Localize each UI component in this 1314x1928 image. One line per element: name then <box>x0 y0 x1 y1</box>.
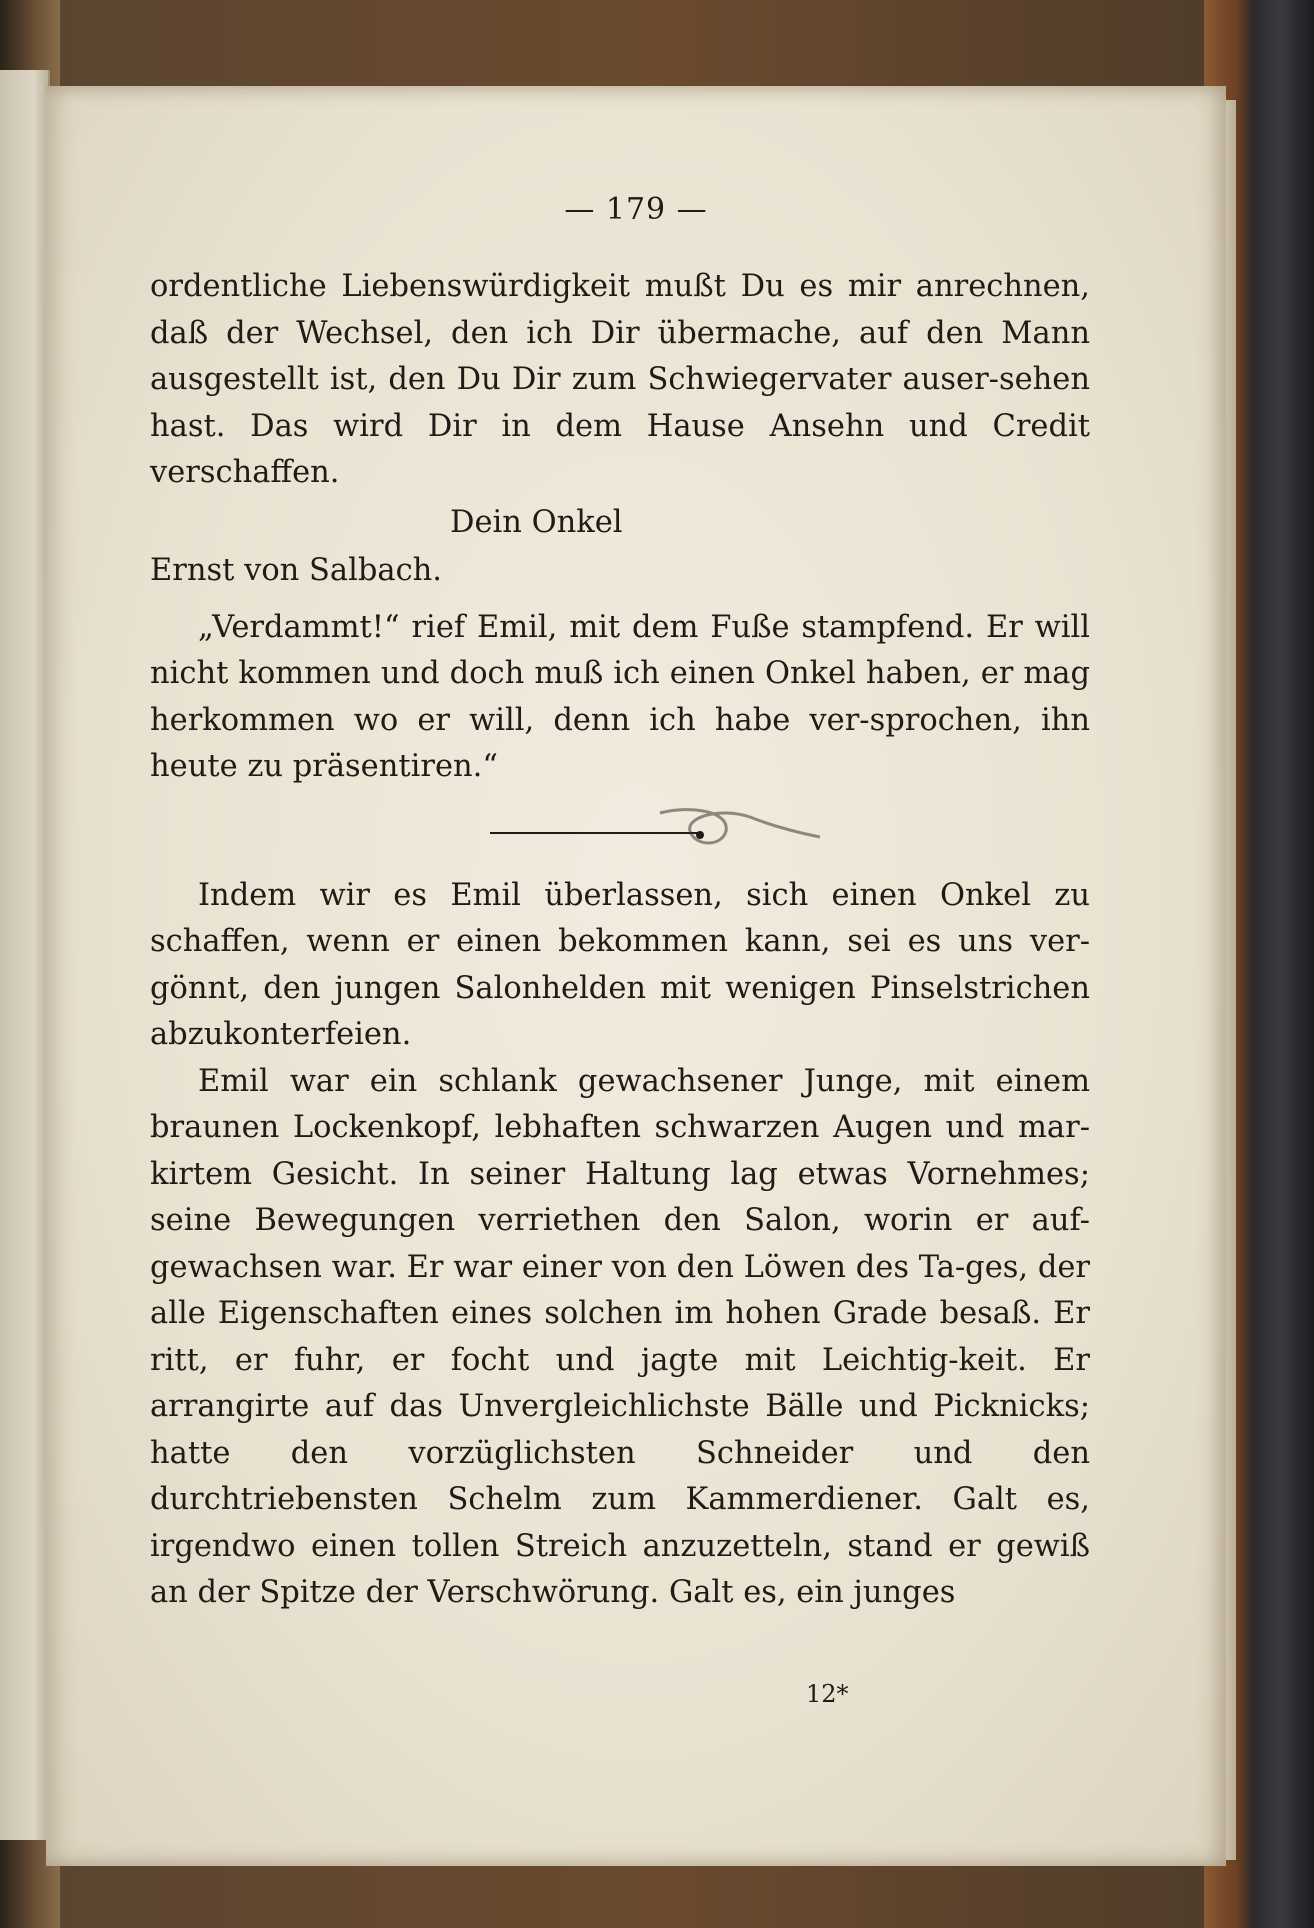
page-number: — 179 — <box>564 192 708 227</box>
previous-page-edge <box>0 70 50 1840</box>
signature-line-2: Ernst von Salbach. <box>150 552 442 588</box>
paragraph-emil-reaction: „Verdammt!“ rief Emil, mit dem Fuße stampfend. Er will nicht kommen und doch muß ich einen Onkel haben, er mag herkommen wo er will, denn ich habe ver-sprochen, ihn heute zu präsentiren.“ <box>150 609 1090 784</box>
signature-line-1: Dein Onkel <box>450 504 623 540</box>
paragraph-letter-end: ordentliche Liebenswürdigkeit mußt Du es mir anrechnen, daß der Wechsel, den ich Dir übermache, auf den Mann ausgestellt ist, den Du Dir zum Schwiegervater auser-sehen hast. Das wird Dir in dem Hause Ansehn und Credit verschaffen. <box>150 269 1090 490</box>
paragraph-emil-description: Emil war ein schlank gewachsener Junge, mit einem braunen Lockenkopf, lebhaften schwarzen Augen und mar-kirtem Gesicht. In seiner Haltung lag etwas Vornehmes; seine Bewegungen verriethen den Salon, worin er auf-gewachsen war. Er war einer von den Löwen des Ta-ges, der alle Eigenschaften eines solchen im hohen Grade besaß. Er ritt, er fuhr, er focht und jagte mit Leichtig-keit. Er arrangirte auf das Unvergleichlichste Bälle und Picknicks; hatte den vorzüglichsten Schneider und den durchtriebensten Schelm zum Kammerdiener. Galt es, irgendwo einen tollen Streich anzuzetteln, stand er gewiß an der Spitze der Verschwörung. Galt es, ein junges <box>150 1063 1090 1610</box>
ink-scribble <box>660 809 820 842</box>
section-divider <box>150 791 1090 873</box>
book-page <box>46 86 1226 1866</box>
signature-mark: 12* <box>806 1680 849 1708</box>
paragraph-indem: Indem wir es Emil überlassen, sich einen Onkel zu schaffen, wenn er einen bekommen kann, sei es uns ver-gönnt, den jungen Salonhelden mit wenigen Pinselstrichen abzukonterfeien. <box>150 877 1090 1052</box>
body-text <box>150 264 1090 1617</box>
letter-signature <box>150 499 1090 595</box>
